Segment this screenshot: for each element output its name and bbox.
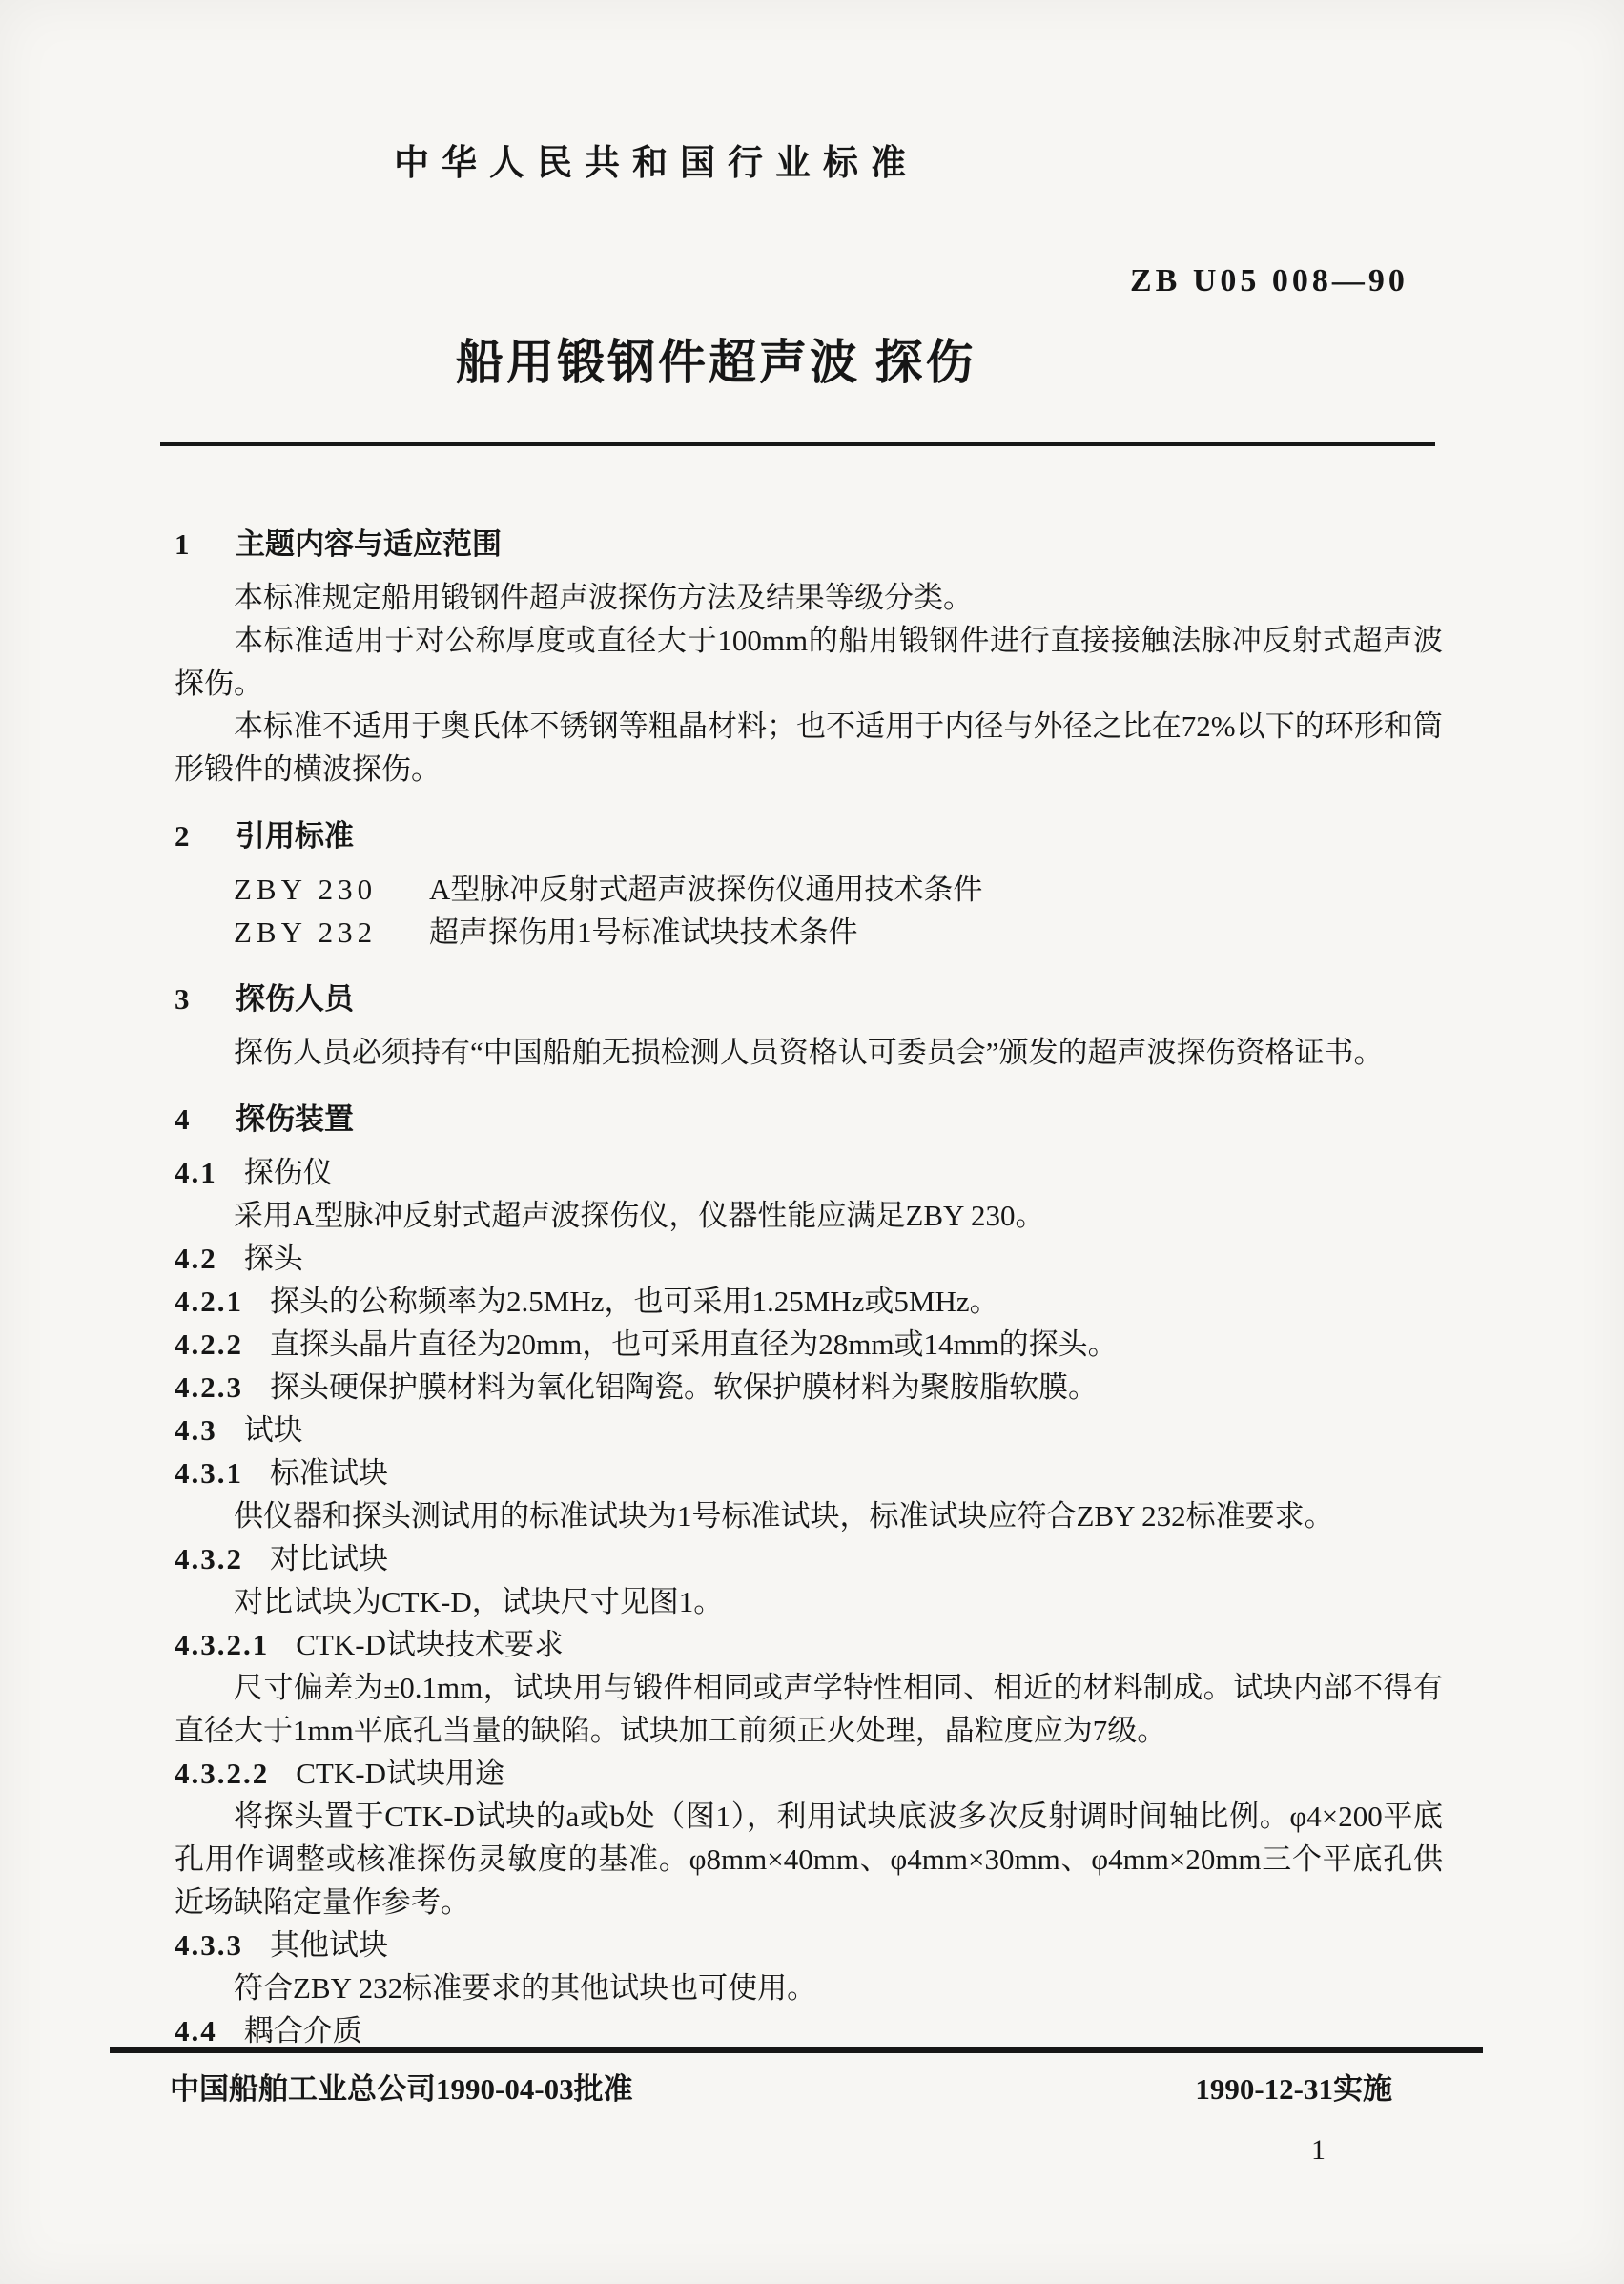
document-title: 船用锻钢件超声波 探伤 [456, 336, 976, 389]
subsection-title: 标准试块 [270, 1456, 388, 1490]
paragraph: 供仪器和探头测试用的标准试块为1号标准试块，标准试块应符合ZBY 232标准要求。 [234, 1499, 1334, 1533]
page-number: 1 [1311, 2134, 1326, 2166]
section-title: 探伤装置 [236, 1102, 354, 1136]
section-number: 4 [175, 1102, 190, 1136]
reference-name: 超声探伤用1号标准试块技术条件 [429, 916, 858, 949]
paragraph: 采用A型脉冲反射式超声波探伤仪，仪器性能应满足ZBY 230。 [234, 1199, 1045, 1232]
subsection-number: 4.3.2 [175, 1542, 243, 1575]
standard-number: ZB U05 008—90 [1130, 263, 1408, 298]
subsection-title: 耦合介质 [243, 2014, 362, 2047]
title-divider [160, 442, 1435, 446]
paragraph: 本标准不适用于奥氏体不锈钢等粗晶材料；也不适用于内径与外径之比在72%以下的环形和筒形锻件的横波探伤。 [175, 710, 1443, 786]
paragraph: 本标准适用于对公称厚度或直径大于100mm的船用锻钢件进行直接接触法脉冲反射式超声波探伤。 [175, 624, 1443, 700]
subsection-number: 4.4 [175, 2014, 217, 2047]
document-body [175, 499, 1443, 2052]
clause-number: 4.2.1 [175, 1285, 243, 1318]
section-number: 3 [175, 982, 190, 1016]
subsection-heading [175, 1451, 1443, 1494]
paragraph: 探伤人员必须持有“中国船舶无损检测人员资格认可委员会”颁发的超声波探伤资格证书。 [234, 1036, 1384, 1069]
reference-name: A型脉冲反射式超声波探伤仪通用技术条件 [429, 873, 983, 906]
paragraph: 尺寸偏差为±0.1mm，试块用与锻件相同或声学特性相同、相近的材料制成。试块内部不得有直径大于1mm平底孔当量的缺陷。试块加工前须正火处理，晶粒度应为7级。 [175, 1671, 1443, 1747]
clause-text: 探头的公称频率为2.5MHz，也可采用1.25MHz或5MHz。 [270, 1285, 999, 1318]
clause-number: 4.2.3 [175, 1370, 243, 1404]
clause-line [175, 1366, 1443, 1409]
subsection-number: 4.3.3 [175, 1928, 243, 1962]
implementation-line: 1990-12-31实施 [1195, 2072, 1392, 2106]
section-number: 2 [175, 819, 190, 853]
reference-item [234, 868, 1443, 911]
reference-code: ZBY 232 [234, 916, 378, 949]
subsection-number: 4.3.2.2 [175, 1757, 270, 1790]
subsection-heading [175, 1151, 1443, 1194]
subsection-number: 4.3.1 [175, 1456, 243, 1490]
subsection-heading [175, 1409, 1443, 1451]
standard-category-label: 中华人民共和国行业标准 [394, 144, 918, 183]
subsection-heading [175, 2009, 1443, 2052]
subsection-title: 其他试块 [270, 1928, 388, 1962]
subsection-title: CTK-D试块技术要求 [296, 1628, 564, 1661]
subsection-number: 4.2 [175, 1242, 217, 1275]
subsection-title: 试块 [243, 1413, 303, 1447]
subsection-heading [175, 1237, 1443, 1280]
subsection-heading [175, 1623, 1443, 1666]
section-heading-4 [175, 1098, 1443, 1141]
subsection-heading [175, 1752, 1443, 1795]
reference-item [234, 911, 1443, 954]
subsection-title: 探头 [243, 1242, 303, 1275]
subsection-number: 4.1 [175, 1156, 217, 1189]
subsection-number: 4.3 [175, 1413, 217, 1447]
clause-line [175, 1323, 1443, 1366]
footer-divider [110, 2047, 1483, 2053]
reference-list [175, 868, 1443, 954]
paragraph: 将探头置于CTK-D试块的a或b处（图1），利用试块底波多次反射调时间轴比例。φ4×200平底孔用作调整或核准探伤灵敏度的基准。φ8mm×40mm、φ4mm×30mm、φ4mm×20mm三个平底孔供近场缺陷定量作参考。 [175, 1800, 1443, 1919]
subsection-heading [175, 1537, 1443, 1580]
subsection-title: 探伤仪 [243, 1156, 333, 1189]
section-title: 主题内容与适应范围 [236, 527, 502, 561]
section-heading-1 [175, 523, 1443, 566]
clause-number: 4.2.2 [175, 1327, 243, 1361]
section-title: 探伤人员 [236, 982, 354, 1016]
clause-line [175, 1280, 1443, 1323]
subsection-title: 对比试块 [270, 1542, 388, 1575]
section-number: 1 [175, 527, 190, 561]
paragraph: 符合ZBY 232标准要求的其他试块也可使用。 [234, 1971, 817, 2005]
section-title: 引用标准 [236, 819, 354, 853]
paragraph: 对比试块为CTK-D，试块尺寸见图1。 [234, 1585, 724, 1618]
subsection-heading [175, 1924, 1443, 1966]
subsection-title: CTK-D试块用途 [296, 1757, 504, 1790]
reference-code: ZBY 230 [234, 873, 378, 906]
paragraph: 本标准规定船用锻钢件超声波探伤方法及结果等级分类。 [234, 581, 973, 614]
clause-text: 直探头晶片直径为20mm，也可采用直径为28mm或14mm的探头。 [270, 1327, 1118, 1361]
section-heading-2 [175, 814, 1443, 857]
section-heading-3 [175, 977, 1443, 1020]
subsection-number: 4.3.2.1 [175, 1628, 270, 1661]
approval-line: 中国船舶工业总公司1990-04-03批准 [170, 2072, 633, 2106]
clause-text: 探头硬保护膜材料为氧化铝陶瓷。软保护膜材料为聚胺脂软膜。 [270, 1370, 1098, 1404]
